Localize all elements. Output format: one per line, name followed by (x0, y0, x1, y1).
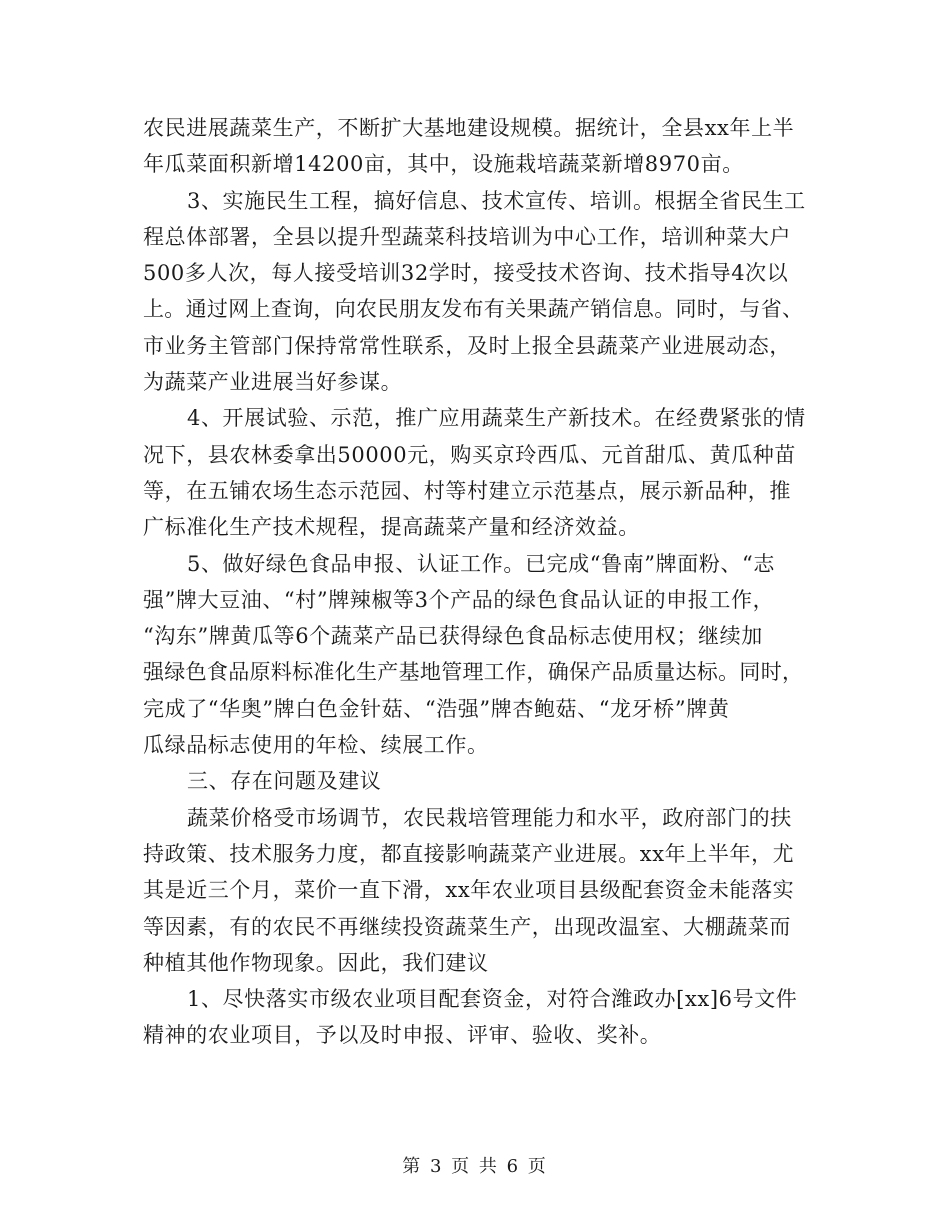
text-line: 三、存在问题及建议 (187, 769, 382, 794)
text-line: 500多人次，每人接受培训32学时，接受技术咨询、技术指导4次以 (143, 261, 789, 286)
text-line: 其是近三个月，菜价一直下滑，xx年农业项目县级配套资金未能落实 (143, 878, 795, 903)
document-body (143, 110, 807, 1054)
text-line: 等，在五铺农场生态示范园、村等村建立示范基点，展示新品种，推 (143, 478, 791, 503)
text-line: 强”牌大豆油、“村”牌辣椒等3个产品的绿色食品认证的申报工作， (143, 587, 775, 612)
text-line: 1、尽快落实市级农业项目配套资金，对符合潍政办[xx]6号文件 (187, 987, 798, 1012)
text-line: 3、实施民生工程，搞好信息、技术宣传、培训。根据全省民生工 (187, 188, 806, 213)
text-line: 持政策、技术服务力度，都直接影响蔬菜产业进展。xx年上半年，尤 (143, 841, 795, 866)
text-line: 强绿色食品原料标准化生产基地管理工作，确保产品质量达标。同时， (143, 660, 804, 685)
text-line: 完成了“华奥”牌白色金针菇、“浩强”牌杏鲍菇、“龙牙桥”牌黄 (143, 696, 730, 721)
text-line: 为蔬菜产业进展当好参谋。 (143, 370, 403, 395)
text-line: 种植其他作物现象。因此，我们建议 (143, 950, 489, 975)
text-line: 况下，县农林委拿出50000元，购买京玲西瓜、元首甜瓜、黄瓜种苗 (143, 442, 797, 467)
text-line: 5、做好绿色食品申报、认证工作。已完成“鲁南”牌面粉、“志 (187, 551, 775, 576)
text-line: 广标准化生产技术规程，提高蔬菜产量和经济效益。 (143, 515, 640, 540)
text-line: 市业务主管部门保持常常性联系，及时上报全县蔬菜产业进展动态， (143, 333, 791, 358)
text-line: 4、开展试验、示范，推广应用蔬菜生产新技术。在经费紧张的情 (187, 406, 806, 431)
text-line: 年瓜菜面积新增14200亩，其中，设施栽培蔬菜新增8970亩。 (143, 152, 744, 177)
page-number-footer: 第 3 页 共 6 页 (402, 1156, 548, 1177)
text-line: “沟东”牌黄瓜等6个蔬菜产品已获得绿色食品标志使用权；继续加 (143, 624, 763, 649)
text-line: 程总体部署，全县以提升型蔬菜科技培训为中心工作，培训种菜大户 (143, 224, 791, 249)
text-line: 蔬菜价格受市场调节，农民栽培管理能力和水平，政府部门的扶 (187, 805, 792, 830)
text-line: 上。通过网上查询，向农民朋友发布有关果蔬产销信息。同时，与省、 (143, 297, 804, 322)
text-line: 精神的农业项目，予以及时申报、评审、验收、奖补。 (143, 1023, 662, 1048)
text-line: 瓜绿品标志使用的年检、续展工作。 (143, 733, 489, 758)
text-line: 农民进展蔬菜生产，不断扩大基地建设规模。据统计，全县xx年上半 (143, 116, 795, 140)
text-line: 等因素，有的农民不再继续投资蔬菜生产，出现改温室、大棚蔬菜而 (143, 914, 791, 939)
